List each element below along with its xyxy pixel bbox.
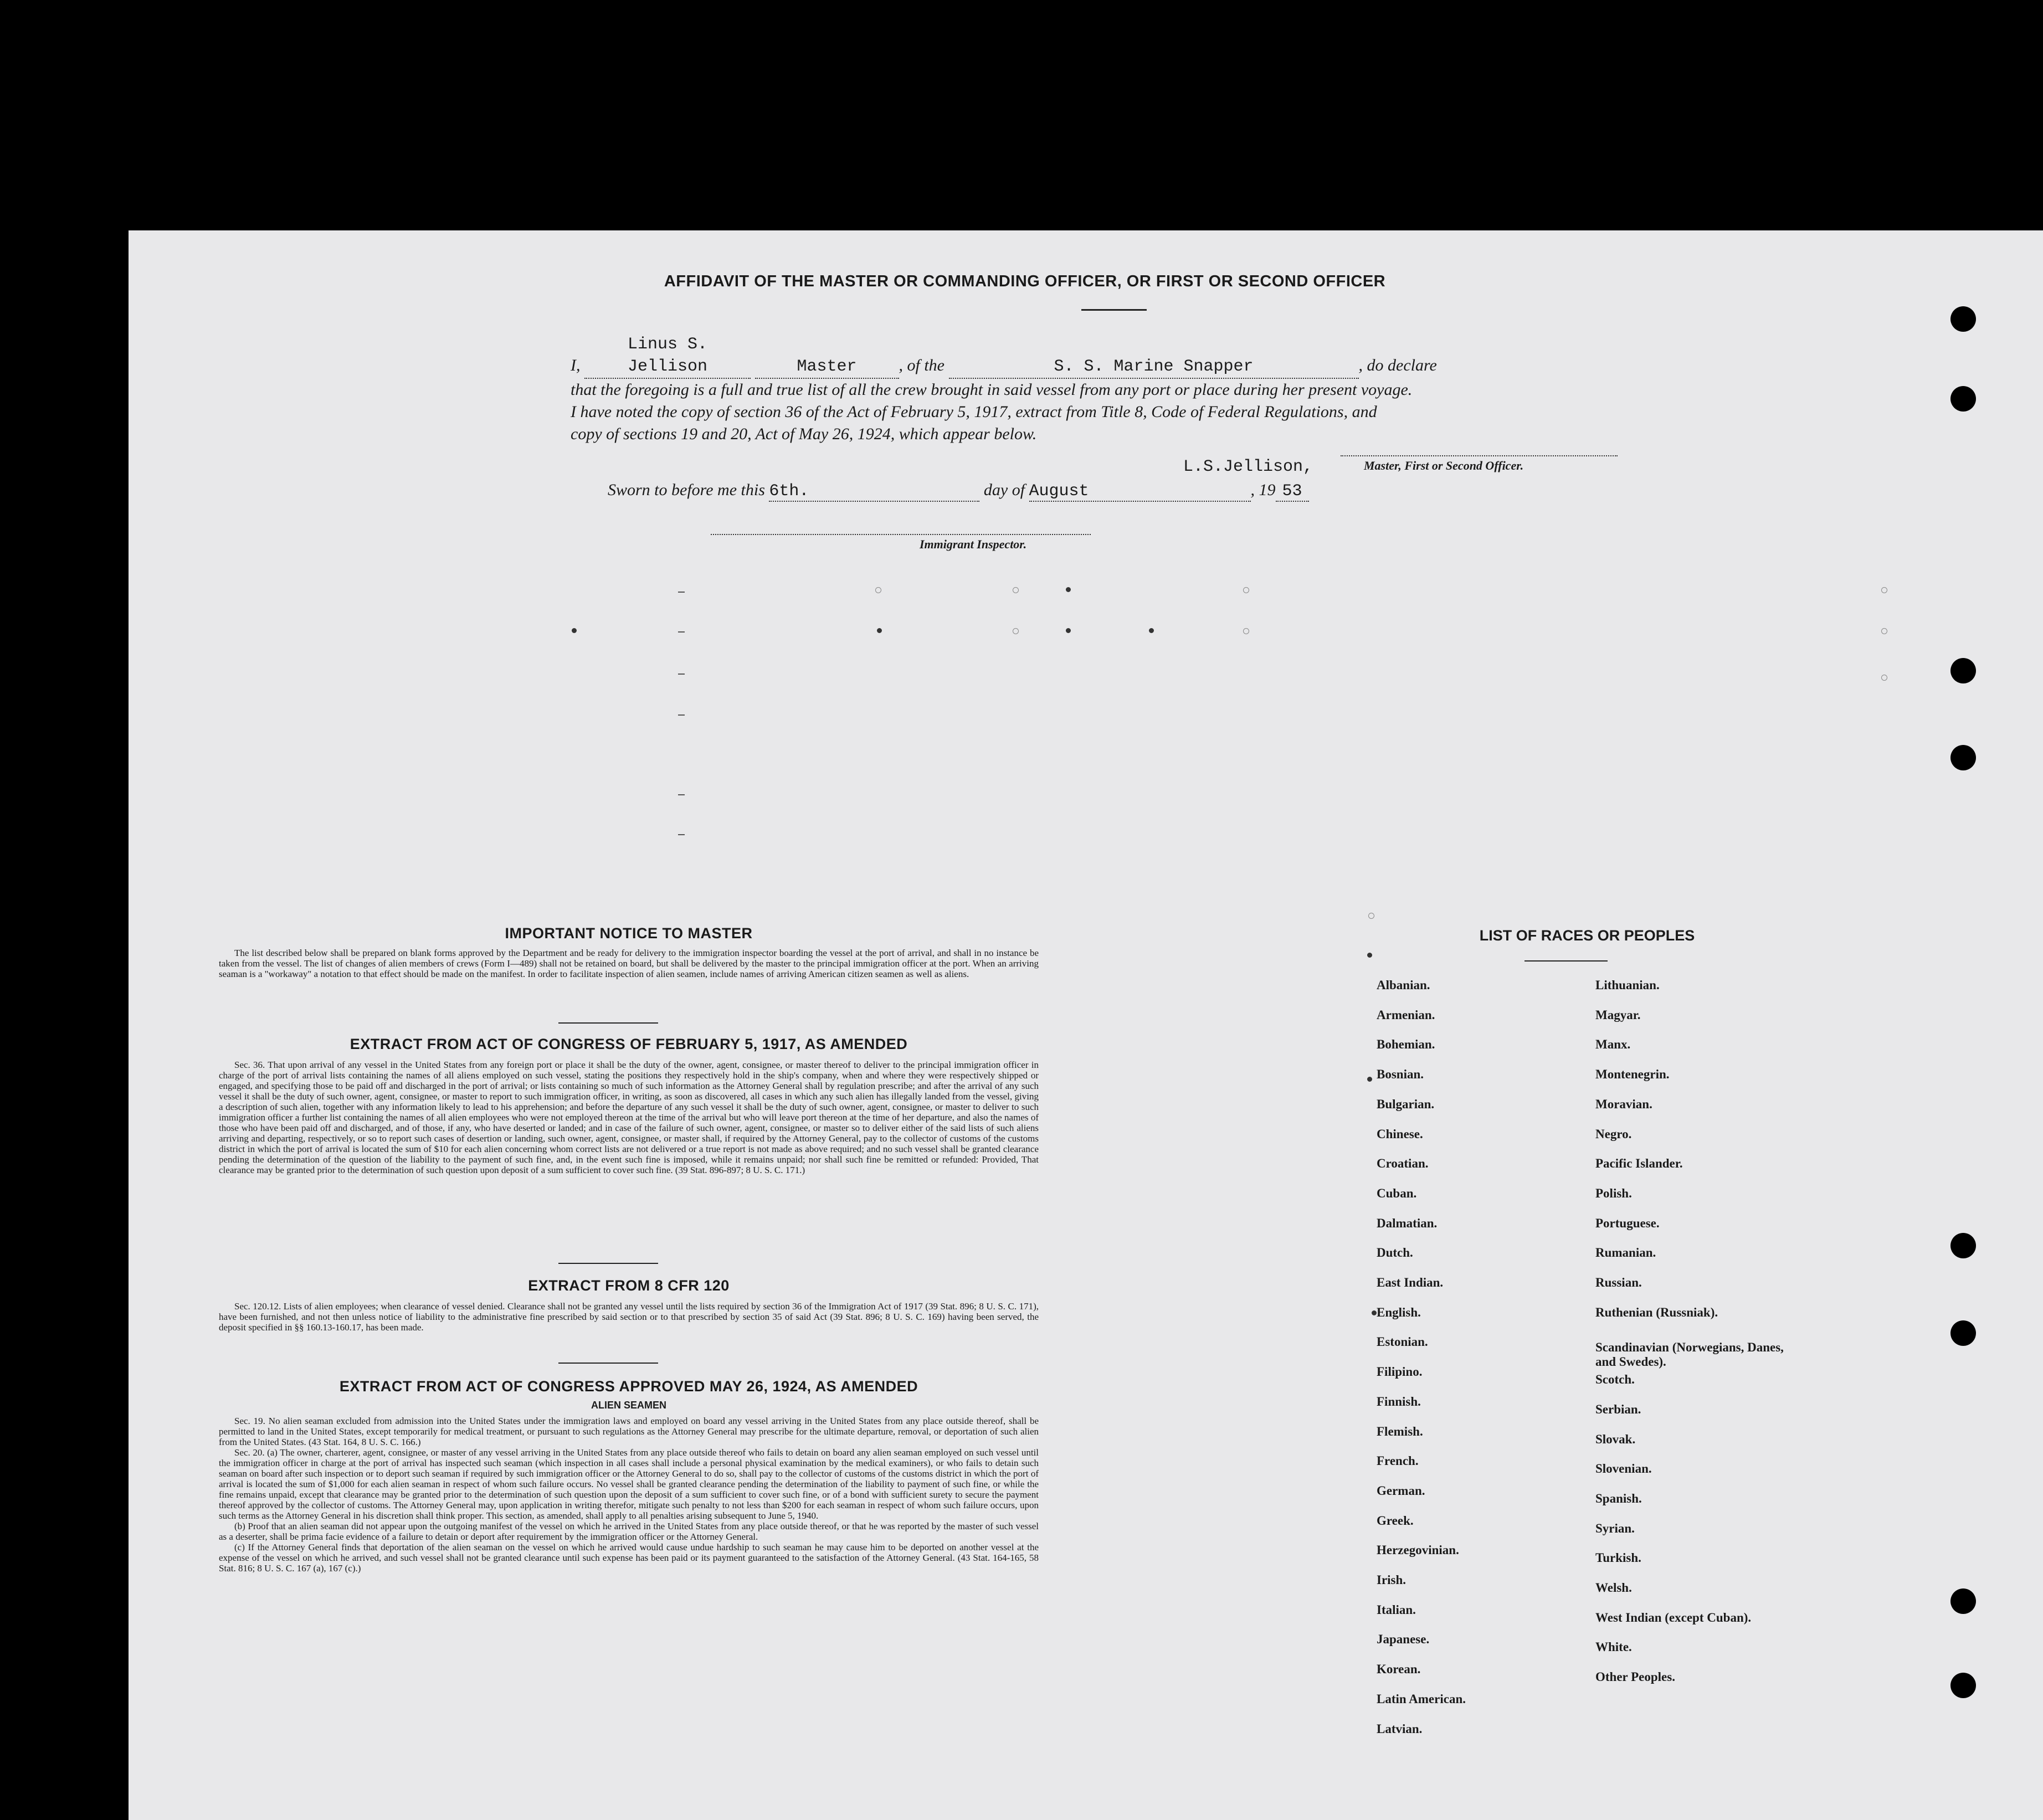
race-item: French. [1377,1454,1419,1468]
scan-ring [875,587,881,593]
affidavit-title: AFFIDAVIT OF THE MASTER OR COMMANDING OFFICER, OR FIRST OR SECOND OFFICER [664,273,1386,290]
punch-hole [1950,306,1976,332]
race-item: West Indian (except Cuban). [1595,1610,1752,1624]
race-item: Flemish. [1377,1424,1423,1438]
race-item: Finnish. [1377,1394,1421,1408]
extract-cfr-section [219,1277,1039,1333]
race-item: Polish. [1595,1186,1632,1200]
section-divider [558,1263,658,1264]
extract-1924-section [219,1378,1039,1574]
race-item: Slovenian. [1595,1462,1652,1476]
section-divider [558,1022,658,1024]
scan-speck [877,628,882,633]
scan-ring [1881,675,1887,681]
scan-ring [1243,628,1249,634]
extract-1924-body [219,1416,1039,1574]
race-item: Latin American. [1377,1692,1466,1706]
notice-column [219,925,1039,979]
sworn-year-field: 53 [1276,482,1309,502]
race-item: Slovak. [1595,1432,1636,1446]
race-item: Pacific Islander. [1595,1156,1683,1171]
master-name-field: Linus S. Jellison [584,333,751,379]
scan-speck [1367,1077,1372,1082]
scan-ring [1881,587,1887,593]
race-item: Dutch. [1377,1246,1413,1260]
race-item: Rumanian. [1595,1246,1656,1260]
scan-speck [572,628,577,633]
race-item: Irish. [1377,1573,1407,1587]
race-item: German. [1377,1483,1425,1498]
race-item: Syrian. [1595,1521,1635,1535]
extract-1917-section [219,1036,1039,1175]
extract-cfr-body [219,1301,1039,1333]
title-divider [1081,309,1147,311]
document-sheet [129,230,2043,1820]
race-item: Greek. [1377,1513,1414,1528]
scan-speck [1367,953,1372,958]
race-item: Magyar. [1595,1007,1641,1022]
race-item: Latvian. [1377,1721,1423,1736]
race-item: Turkish. [1595,1551,1641,1565]
scan-ring [1013,628,1019,634]
sworn-month-field: August [1029,482,1251,502]
declaration-line-3: I have noted the copy of section 36 of the Act of February 5, 1917, extract from Title 8, Code of Federal Regulations, and [571,403,1377,421]
race-item: Manx. [1595,1037,1631,1052]
scan-speck [1066,628,1071,633]
declaration-line-2: that the foregoing is a full and true list of all the crew brought in said vessel from any port or place during her present voyage. [571,381,1413,399]
officer-caption: Master, First or Second Officer. [1364,459,1524,472]
races-title-underline [1524,960,1608,962]
race-item: Serbian. [1595,1402,1641,1416]
sec20a-text: Sec. 20. (a) The owner, charterer, agent, consignee, or master of any vessel arriving in the United States from any place outside thereof who fails to detain on board any alien seaman employed on such vessel until the immigration officer in charge at the port of arrival has inspected such seaman (which inspection in all cases shall include a personal physical examination by the medical examiners), or who fails to detain such seaman on board after such inspection or to deport such seaman if required by such immigration officer or the Attorney General to do so, shall pay to the collector of customs of the customs district in which the port of arrival is located the sum of $1,000 for each alien seaman in respect of whom such failure occurs. No vessel shall be granted clearance pending the determination of the liability to payment of such fine, or while the fine remains unpaid, except that clearance may be granted prior to the determination of such question upon the deposit of a sum sufficient to cover such fine, or of a bond with sufficient surety to secure the payment thereof approved by the collector of customs. The Attorney General may, upon application in writing therefor, mitigate such penalty to not less than $200 for each seaman in respect of whom such failure occurs, upon such terms as the Attorney General in his discretion shall think proper. This section, as amended, shall apply to all penalties arising subsequent to June 5, 1940. [219,1447,1039,1521]
race-item: Albanian. [1377,978,1430,992]
scan-dash [678,631,685,633]
race-item: Scotch. [1595,1372,1635,1387]
race-item: Welsh. [1595,1581,1632,1595]
scan-speck [1066,587,1071,592]
day-of-text: day of [983,481,1025,499]
alien-seamen-subtitle: ALIEN SEAMEN [591,1400,666,1411]
officer-signature: L.S.Jellison, [1183,457,1313,476]
race-item: Bulgarian. [1377,1097,1435,1111]
master-title-field: Master [755,356,899,379]
punch-hole [1950,1673,1976,1698]
race-item: Other Peoples. [1595,1670,1675,1684]
race-item: Ruthenian (Russniak). [1595,1305,1718,1319]
declaration [571,333,1623,445]
race-item: Russian. [1595,1276,1642,1289]
of-the-text: , of the [899,356,944,374]
extract-cfr-text: Sec. 120.12. Lists of alien employees; when clearance of vessel denied. Clearance shall not be granted any vessel until the lists required by section 36 of the Immigration Act of 1917 (39 Stat. 896; 8 U. S. C. 171), have been furnished, and not then unless notice of liability to the administrative fine prescribed by said section or to that prescribed by section 35 of said Act (39 Stat. 896; 8 U. S. C. 169) having been served, the deposit specified in §§ 160.13-160.17, has been made. [219,1301,1039,1333]
scan-dash [678,592,685,593]
vessel-name-field: S. S. Marine Snapper [949,356,1359,379]
do-declare-text: , do declare [1358,356,1437,374]
race-item: Italian. [1377,1602,1416,1617]
scan-dash [678,794,685,795]
notice-body [219,948,1039,979]
race-item: Lithuanian. [1595,978,1660,992]
punch-hole [1950,386,1976,412]
race-item: Armenian. [1377,1007,1435,1022]
officer-signature-line [1341,455,1618,456]
race-item: Spanish. [1595,1491,1642,1505]
section-divider [558,1363,658,1364]
scan-ring [1243,587,1249,593]
race-item: Scandinavian (Norwegians, Danes, and Swedes). [1595,1340,1784,1369]
year-prefix: , 19 [1250,481,1276,499]
punch-hole [1950,658,1976,683]
scan-dash [678,714,685,716]
inspector-caption: Immigrant Inspector. [920,537,1027,551]
extract-cfr-title: EXTRACT FROM 8 CFR 120 [528,1277,730,1294]
sec19-text: Sec. 19. No alien seaman excluded from admission into the United States under the immigration laws and employed on board any vessel arriving in the United States from any place outside thereof, shall be permitted to land in the United States, except temporarily for medical treatment, or pursuant to such regulations as the Attorney General may prescribe for the ultimate departure, removal, or deportation of such alien from the United States. (43 Stat. 164, 8 U. S. C. 166.) [219,1416,1039,1447]
punch-hole [1950,1233,1976,1258]
extract-1917-body [219,1060,1039,1175]
sec20c-text: (c) If the Attorney General finds that deportation of the alien seaman on the vessel on which he arrived would cause undue hardship to such seaman he may cause him to be deported on another vessel at the expense of the vessel on which he arrived, and such vessel shall not be granted clearance until such expense has been paid or its payment guaranteed to the satisfaction of the Attorney General. (43 Stat. 164-165, 58 Stat. 816; 8 U. S. C. 167 (a), 167 (c).) [219,1542,1039,1574]
punch-hole [1950,1588,1976,1614]
race-item: Dalmatian. [1377,1216,1438,1230]
declaration-line-4: copy of sections 19 and 20, Act of May 26, 1924, which appear below. [571,425,1037,443]
race-item: Bosnian. [1377,1067,1424,1082]
race-item: East Indian. [1377,1276,1444,1289]
scan-dash [678,673,685,675]
inspector-signature-line [711,534,1091,535]
sworn-prefix: Sworn to before me this [608,481,765,499]
race-item: White. [1595,1640,1632,1654]
race-item: Korean. [1377,1662,1421,1677]
race-item: English. [1377,1305,1421,1319]
race-item: Negro. [1595,1127,1632,1141]
race-item: Estonian. [1377,1335,1428,1349]
sworn-line [608,481,1309,502]
declaration-line-1 [571,333,1623,379]
extract-1917-title: EXTRACT FROM ACT OF CONGRESS OF FEBRUARY 5, 1917, AS AMENDED [350,1036,908,1052]
race-item: Portuguese. [1595,1216,1660,1230]
punch-hole [1950,745,1976,770]
race-item: Japanese. [1377,1632,1430,1647]
scan-ring [1368,913,1374,919]
punch-hole [1950,1320,1976,1346]
race-item: Moravian. [1595,1097,1652,1111]
scan-dash [678,834,685,835]
race-item: Croatian. [1377,1156,1429,1171]
sworn-day-field: 6th. [769,482,979,502]
extract-1924-title: EXTRACT FROM ACT OF CONGRESS APPROVED MAY 26, 1924, AS AMENDED [339,1378,918,1395]
race-item: Montenegrin. [1595,1067,1670,1082]
race-item: Herzegovinian. [1377,1543,1459,1557]
race-item: Cuban. [1377,1186,1417,1200]
scan-speck [1149,628,1154,633]
notice-text: The list described below shall be prepared on blank forms approved by the Department and be ready for delivery to the immigration inspector boarding the vessel at the port of arrival, and shall in no instance be taken from the vessel. The list of changes of alien members of crews (Form I—489) shall not be retained on board, but shall be delivered by the master to the principal immigration officer at the port. When an arriving seaman is a "workaway" a notation to that effect should be made on the manifest. In order to facilitate inspection of alien seamen, include names of arriving American citizen seamen as well as aliens. [219,948,1039,979]
scan-speck [1372,1310,1377,1315]
extract-1917-text: Sec. 36. That upon arrival of any vessel in the United States from any foreign port or place it shall be the duty of the owner, agent, consignee, or master thereof to deliver to the principal immigration officer in charge of the port of arrival lists containing the names of all aliens employed on such vessel, stating the positions they respectively hold in the ship's company, when and where they were respectively shipped or engaged, and specifying those to be paid off and discharged in the port of arrival; or lists containing so much of such information as the Attorney General shall by regulation prescribe; and after the arrival of any such vessel it shall be the duty of such owner, agent, consignee, or master to report to such immigration officer, in writing, as soon as discovered, all cases in which any such alien has illegally landed from the vessel, giving a description of such alien, together with any information likely to lead to his apprehension; and before the departure of any such vessel it shall be the duty of such owner, agent, consignee, or master to deliver to such immigration officer a further list containing the names of all alien employees who were not employed thereon at the time of the arrival but who will leave port thereon at the time of her departure, and also the names of those who have been paid off and discharged, and of those, if any, who have deserted or landed; and in case of the failure of such owner, agent, consignee, or master so to deliver either of the said lists of such aliens arriving and departing, respectively, or so to report such cases of desertion or landing, such owner, agent, consignee, or master shall, if required by the Attorney General, pay to the collector of customs of the customs district in which the port of arrival is located the sum of $10 for each alien concerning whom correct lists are not delivered or a true report is not made as above required; and no such vessel shall be granted clearance pending the determination of the question of the liability to the payment of such fine, and, in the event such fine is imposed, while it remains unpaid; nor shall such fine be remitted or refunded: Provided, That clearance may be granted prior to the determination of such question upon deposit of a sum sufficient to cover such fine. (39 Stat. 896-897; 8 U. S. C. 171.) [219,1060,1039,1175]
race-item: Filipino. [1377,1365,1423,1379]
scan-ring [1013,587,1019,593]
notice-title: IMPORTANT NOTICE TO MASTER [505,925,753,942]
race-item: Chinese. [1377,1127,1423,1141]
races-title: LIST OF RACES OR PEOPLES [1479,927,1695,944]
scan-ring [1881,628,1887,634]
race-item: Bohemian. [1377,1037,1435,1052]
i-prefix: I, [571,356,581,374]
sec20b-text: (b) Proof that an alien seaman did not appear upon the outgoing manifest of the vessel on which he arrived in the United States from any place outside thereof, or that he was reported by the master of such vessel as a deserter, shall be prima facie evidence of a failure to detain or deport after requirement by the immigration officer or the Attorney General. [219,1521,1039,1542]
